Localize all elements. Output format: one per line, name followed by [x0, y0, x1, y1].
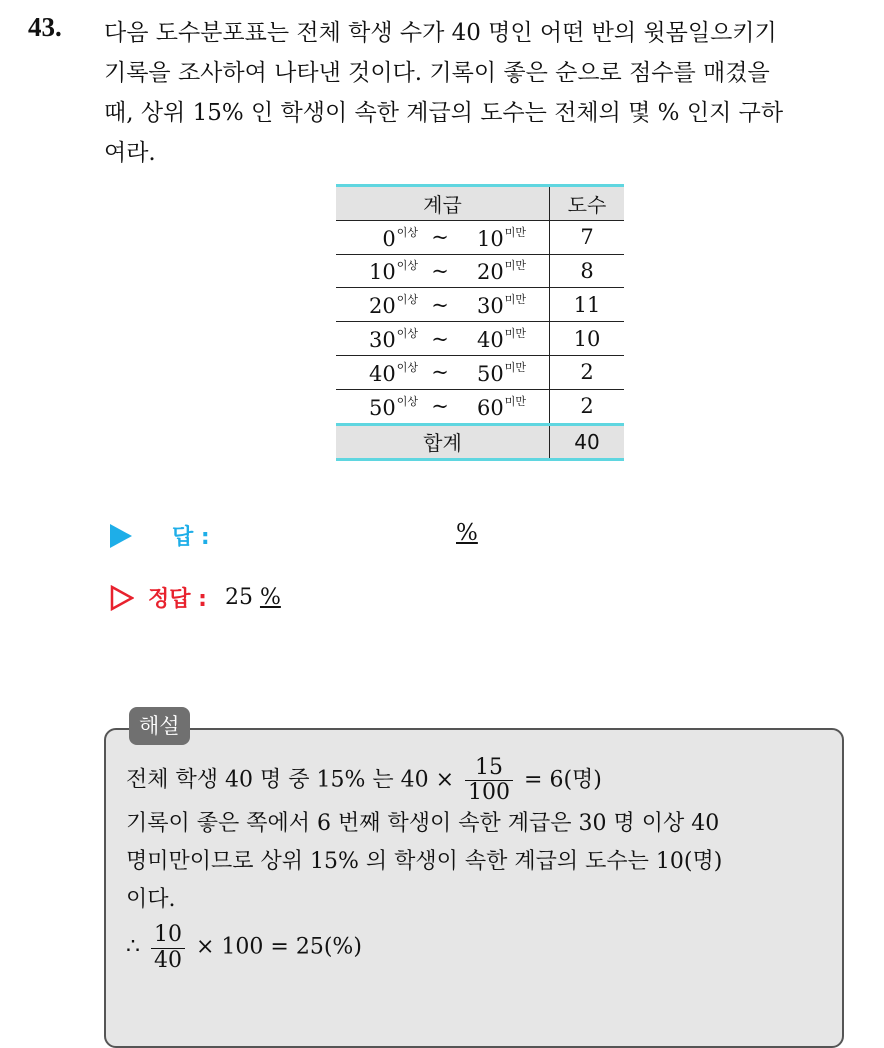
triangle-solid-icon — [110, 524, 132, 548]
question-number: 43. — [28, 12, 62, 42]
frequency-table — [336, 184, 624, 461]
answer-blank-unit: % — [456, 520, 478, 546]
table-row — [336, 220, 624, 254]
question-line: 여라. — [104, 140, 156, 166]
explanation-text — [126, 755, 846, 973]
tilde: ~ — [431, 326, 449, 351]
correct-answer-unit: % — [259, 585, 281, 610]
class-frequency: 2 — [550, 389, 625, 424]
explanation-line — [126, 923, 846, 972]
total-frequency: 40 — [550, 424, 625, 460]
class-lower: $20^{이상}$ — [369, 293, 418, 319]
fraction-numerator: 15 — [465, 756, 513, 781]
lower-suffix: 이상 — [396, 225, 418, 239]
upper-suffix: 미만 — [504, 394, 526, 408]
question-text — [104, 13, 864, 173]
class-interval — [336, 389, 550, 424]
class-interval — [336, 288, 550, 322]
lower-suffix: 이상 — [396, 293, 418, 307]
question-line: 다음 도수분포표는 전체 학생 수가 40 명인 어떤 반의 윗몸일으키기 — [104, 20, 777, 46]
answer-label: 답 : — [172, 525, 210, 550]
explanation-text-segment: = 6(명) — [524, 767, 602, 793]
correct-answer-row — [110, 582, 281, 613]
table-row — [336, 254, 624, 288]
class-lower: $40^{이상}$ — [369, 360, 418, 386]
tilde: ~ — [431, 394, 449, 419]
class-lower: $30^{이상}$ — [369, 327, 418, 353]
explanation-line — [126, 756, 846, 805]
table-row — [336, 288, 624, 322]
class-interval — [336, 254, 550, 288]
header-frequency: 도수 — [550, 186, 625, 221]
class-interval — [336, 322, 550, 356]
class-upper: $50^{미만}$ — [477, 360, 526, 386]
lower-suffix: 이상 — [396, 394, 418, 408]
answer-row — [110, 520, 210, 551]
explanation-line: 기록이 좋은 쪽에서 6 번째 학생이 속한 계급은 30 명 이상 40 — [126, 811, 720, 837]
upper-suffix: 미만 — [504, 259, 526, 273]
class-upper: $10^{미만}$ — [477, 225, 526, 251]
upper-suffix: 미만 — [504, 360, 526, 374]
fraction-numerator: 10 — [151, 923, 185, 948]
class-upper: $40^{미만}$ — [477, 327, 526, 353]
table-row — [336, 322, 624, 356]
fraction — [465, 756, 513, 805]
table-total-row — [336, 424, 624, 460]
fraction — [151, 923, 185, 972]
explanation-text-segment: × 100 = 25(%) — [196, 935, 362, 961]
tilde: ~ — [431, 258, 449, 283]
class-interval — [336, 355, 550, 389]
lower-suffix: 이상 — [396, 259, 418, 273]
table-header-row — [336, 186, 624, 221]
explanation-tag: 해설 — [129, 707, 190, 745]
class-upper: $60^{미만}$ — [477, 394, 526, 420]
tilde: ~ — [431, 292, 449, 317]
tilde: ~ — [431, 360, 449, 385]
correct-answer-value — [225, 585, 281, 610]
class-lower: $0^{이상}$ — [382, 225, 418, 251]
lower-suffix: 이상 — [396, 360, 418, 374]
therefore-symbol: ∴ — [126, 935, 140, 961]
class-frequency: 11 — [550, 288, 625, 322]
header-class: 계급 — [336, 186, 550, 221]
total-label: 합계 — [336, 424, 550, 460]
class-upper: $30^{미만}$ — [477, 293, 526, 319]
class-upper: $20^{미만}$ — [477, 259, 526, 285]
class-frequency: 2 — [550, 355, 625, 389]
explanation-text-segment: 전체 학생 40 명 중 15% 는 40 × — [126, 767, 455, 793]
class-interval — [336, 220, 550, 254]
class-lower: $10^{이상}$ — [369, 259, 418, 285]
triangle-outline-icon — [110, 585, 134, 611]
table-row — [336, 355, 624, 389]
question-line: 때, 상위 15% 인 학생이 속한 계급의 도수는 전체의 몇 % 인지 구하 — [104, 100, 784, 126]
upper-suffix: 미만 — [504, 225, 526, 239]
class-lower: $50^{이상}$ — [369, 394, 418, 420]
explanation-line: 명미만이므로 상위 15% 의 학생이 속한 계급의 도수는 10(명) — [126, 849, 723, 875]
correct-answer-number: 25 — [224, 585, 253, 610]
table-row — [336, 389, 624, 424]
question-line: 기록을 조사하여 나타낸 것이다. 기록이 좋은 순으로 점수를 매겼을 — [104, 60, 770, 86]
correct-answer-label: 정답 : — [148, 587, 207, 612]
tilde: ~ — [431, 225, 449, 250]
fraction-denominator: 100 — [468, 780, 511, 806]
class-frequency: 7 — [550, 220, 625, 254]
fraction-denominator: 40 — [154, 947, 182, 973]
class-frequency: 10 — [550, 322, 625, 356]
upper-suffix: 미만 — [504, 293, 526, 307]
upper-suffix: 미만 — [504, 327, 526, 341]
explanation-line: 이다. — [126, 887, 176, 913]
lower-suffix: 이상 — [396, 327, 418, 341]
class-frequency: 8 — [550, 254, 625, 288]
